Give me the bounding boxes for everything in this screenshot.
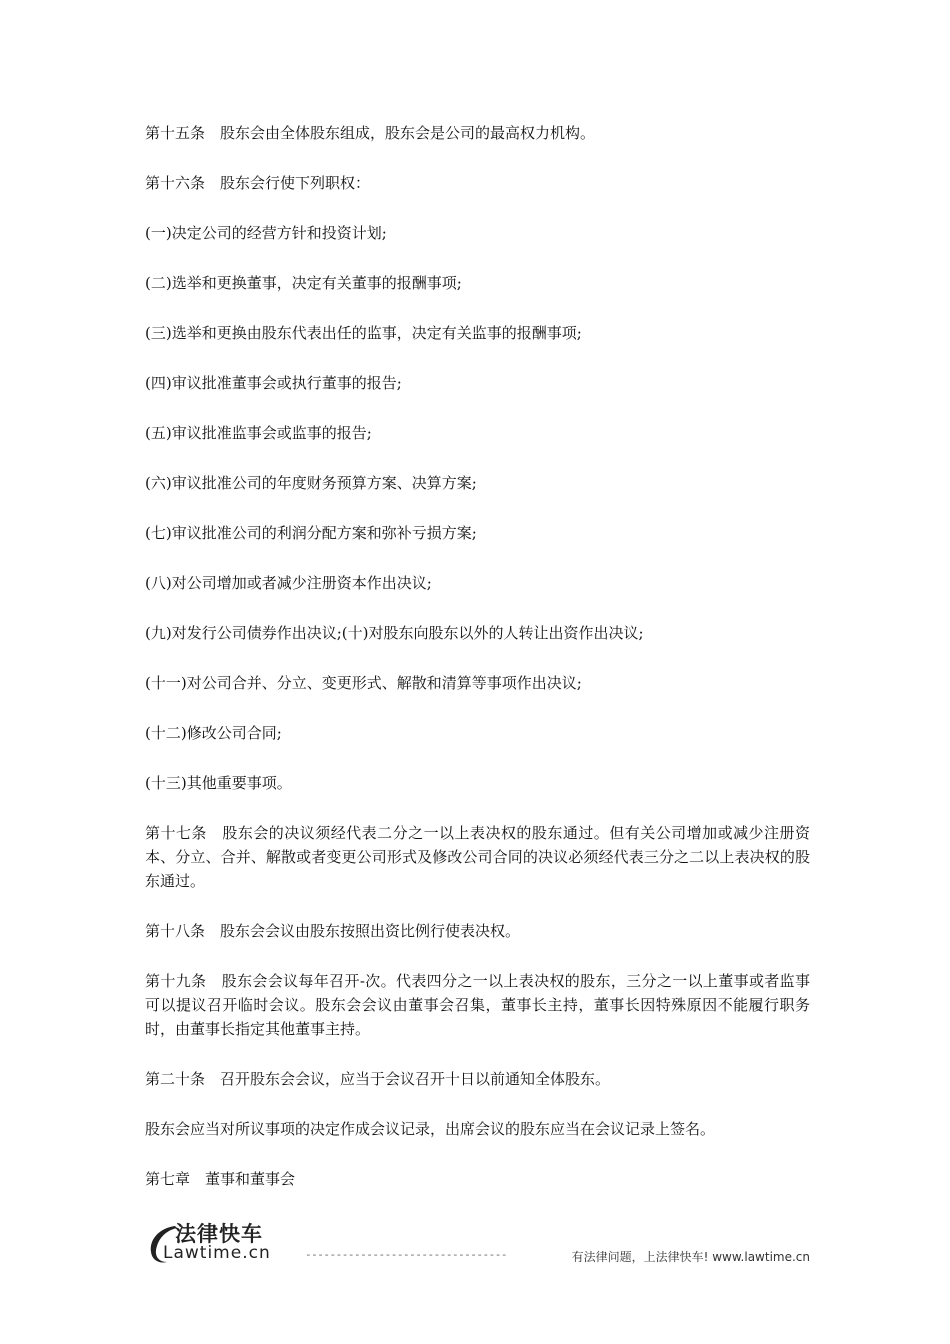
list-item: (一)决定公司的经营方针和投资计划; (145, 224, 387, 242)
lawtime-logo (145, 1218, 305, 1270)
article-15: 第十五条 股东会由全体股东组成，股东会是公司的最高权力机构。 (145, 124, 596, 142)
article-17: 第十七条 股东会的决议须经代表二分之一以上表决权的股东通过。但有关公司增加或减少注册资本、分立、合并、解散或者变更公司形式及修改公司合同的决议必须经代表三分之二以上表决权的股东通过。 (145, 824, 810, 890)
list-item: (七)审议批准公司的利润分配方案和弥补亏损方案; (145, 524, 477, 542)
list-item: (四)审议批准董事会或执行董事的报告; (145, 374, 402, 392)
page-footer (145, 1218, 810, 1270)
list-item: (十三)其他重要事项。 (145, 774, 292, 792)
article-16: 第十六条 股东会行使下列职权： (145, 174, 371, 192)
article-19: 第十九条 股东会会议每年召开-次。代表四分之一以上表决权的股东，三分之一以上董事或者监事可以提议召开临时会议。股东会会议由董事会召集，董事长主持，董事长因特殊原因不能履行职务时，由董事长指定其他董事主持。 (145, 972, 810, 1038)
meeting-record-paragraph: 股东会应当对所议事项的决定作成会议记录，出席会议的股东应当在会议记录上签名。 (145, 1120, 716, 1138)
article-20: 第二十条 召开股东会会议，应当于会议召开十日以前通知全体股东。 (145, 1070, 611, 1088)
list-item: (十一)对公司合并、分立、变更形式、解散和清算等事项作出决议; (145, 674, 582, 692)
list-item: (十二)修改公司合同; (145, 724, 282, 742)
logo-chinese-text: 法律快车 (175, 1222, 263, 1246)
article-18: 第十八条 股东会会议由股东按照出资比例行使表决权。 (145, 922, 521, 940)
list-item: (五)审议批准监事会或监事的报告; (145, 424, 372, 442)
logo-english-text: Lawtime.cn (163, 1243, 271, 1263)
list-item: (六)审议批准公司的年度财务预算方案、决算方案; (145, 474, 477, 492)
chapter-heading: 第七章 董事和董事会 (145, 1170, 296, 1188)
footer-divider: --------------------------------- (305, 1248, 508, 1261)
list-item: (二)选举和更换董事，决定有关董事的报酬事项; (145, 274, 462, 292)
list-item: (九)对发行公司债券作出决议;(十)对股东向股东以外的人转让出资作出决议; (145, 624, 644, 642)
document-body (145, 121, 810, 1217)
list-item: (八)对公司增加或者减少注册资本作出决议; (145, 574, 432, 592)
list-item: (三)选举和更换由股东代表出任的监事，决定有关监事的报酬事项; (145, 324, 582, 342)
footer-slogan: 有法律问题，上法律快车! www.lawtime.cn (571, 1250, 810, 1264)
